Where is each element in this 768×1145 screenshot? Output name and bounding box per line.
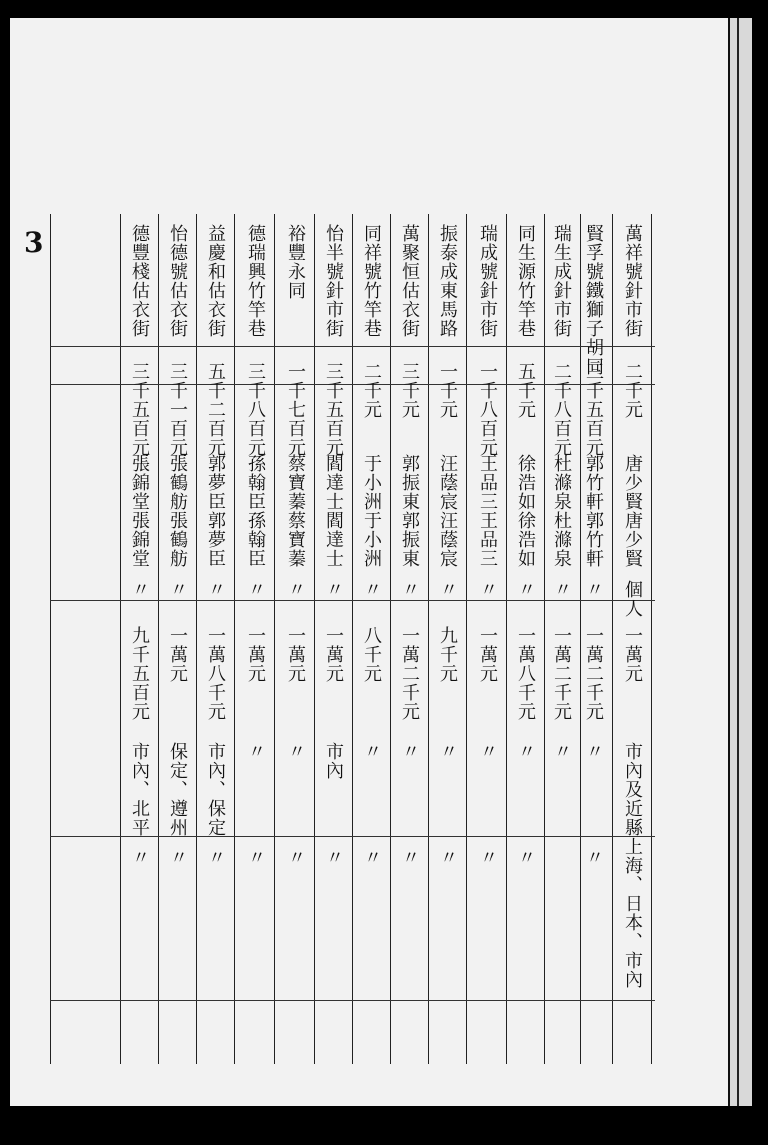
capital-amount: 三千五百元	[323, 362, 344, 457]
ditto-mark: 〃	[285, 848, 306, 867]
manager-name: 張鶴舫張鶴舫	[167, 454, 188, 568]
turnover-amount: 一萬元	[167, 626, 188, 683]
ditto-mark: 〃	[583, 848, 604, 867]
organization-type: 〃	[285, 580, 306, 599]
sales-area: 〃	[437, 742, 458, 761]
capital-amount: 一千八百元	[477, 362, 498, 457]
sales-area: 保定、遵州	[167, 742, 188, 837]
manager-name: 郭竹軒郭竹軒	[583, 454, 604, 568]
table-column	[318, 222, 348, 982]
manager-name: 王品三王品三	[477, 454, 498, 568]
manager-name: 孫翰臣孫翰臣	[245, 454, 266, 568]
column-rule	[506, 214, 507, 1064]
table-column	[510, 222, 540, 982]
organization-type: 〃	[245, 580, 266, 599]
table-column	[432, 222, 462, 982]
capital-amount: 一千元	[437, 362, 458, 419]
capital-amount: 三千一百元	[167, 362, 188, 457]
turnover-amount: 一萬元	[285, 626, 306, 683]
capital-amount: 二千八百元	[551, 362, 572, 457]
firm-name: 萬聚恒估衣街	[399, 224, 420, 338]
firm-name: 瑞生成針市街	[551, 224, 572, 338]
sales-area: 市內及近縣上海、日本、市內	[622, 742, 643, 989]
turnover-amount: 九千元	[437, 626, 458, 683]
manager-name: 唐少賢唐少賢	[622, 454, 643, 568]
turnover-amount: 一萬二千元	[551, 626, 572, 721]
sales-area: 〃	[245, 742, 266, 761]
column-rule	[352, 214, 353, 1064]
capital-amount: 一千七百元	[285, 362, 306, 457]
ditto-mark: 〃	[129, 848, 150, 867]
capital-amount: 五千元	[515, 362, 536, 419]
sales-area: 〃	[361, 742, 382, 761]
turnover-amount: 一萬元	[477, 626, 498, 683]
column-rule	[196, 214, 197, 1064]
ditto-mark: 〃	[205, 848, 226, 867]
firm-name: 益慶和估衣街	[205, 224, 226, 338]
binding-edge	[728, 18, 752, 1106]
page-number: 3	[24, 226, 44, 259]
organization-type: 〃	[477, 580, 498, 599]
capital-amount: 三千元	[399, 362, 420, 419]
manager-name: 于小洲于小洲	[361, 454, 382, 568]
capital-amount: 二千元	[361, 362, 382, 419]
organization-type: 〃	[361, 580, 382, 599]
organization-type: 〃	[583, 580, 604, 599]
firm-name: 怡德號估衣街	[167, 224, 188, 338]
organization-type: 個人	[622, 580, 643, 618]
ditto-mark: 〃	[515, 848, 536, 867]
table-column	[617, 222, 647, 989]
manager-name: 郭振東郭振東	[399, 454, 420, 568]
firm-name: 裕豐永同	[285, 224, 306, 300]
firm-name: 同生源竹竿巷	[515, 224, 536, 338]
sales-area: 市內	[323, 742, 344, 780]
manager-name: 閻達士閻達士	[323, 454, 344, 568]
capital-amount: 三千八百元	[245, 362, 266, 457]
turnover-amount: 一萬元	[323, 626, 344, 683]
table-column	[546, 222, 576, 982]
sales-area: 市內、保定	[205, 742, 226, 837]
turnover-amount: 一萬二千元	[583, 626, 604, 721]
turnover-amount: 八千元	[361, 626, 382, 683]
table-column	[200, 222, 230, 982]
turnover-amount: 一萬二千元	[399, 626, 420, 721]
manager-name: 徐浩如徐浩如	[515, 454, 536, 568]
table-column	[578, 222, 608, 982]
organization-type: 〃	[437, 580, 458, 599]
ditto-mark: 〃	[361, 848, 382, 867]
column-rule	[466, 214, 467, 1064]
firm-name: 賢孚號鐵獅子胡同	[583, 224, 604, 376]
column-rule	[612, 214, 613, 1064]
sales-area: 〃	[515, 742, 536, 761]
firm-name: 萬祥號針市街	[622, 224, 643, 338]
table-column	[162, 222, 192, 982]
sales-area: 市內、北平	[129, 742, 150, 837]
table-column	[124, 222, 154, 982]
manager-name: 蔡寶蓁蔡寶蓁	[285, 454, 306, 568]
column-rule	[120, 214, 121, 1064]
turnover-amount: 一萬元	[245, 626, 266, 683]
manager-name: 張錦堂張錦堂	[129, 454, 150, 568]
organization-type: 〃	[399, 580, 420, 599]
manager-name: 汪蔭宸汪蔭宸	[437, 454, 458, 568]
ditto-mark: 〃	[437, 848, 458, 867]
table-column	[356, 222, 386, 982]
ditto-mark: 〃	[323, 848, 344, 867]
turnover-amount: 一萬元	[622, 626, 643, 683]
sales-area: 〃	[285, 742, 306, 761]
firm-name: 振泰成東馬路	[437, 224, 458, 338]
capital-amount: 五千二百元	[205, 362, 226, 457]
column-rule	[274, 214, 275, 1064]
organization-type: 〃	[129, 580, 150, 599]
sales-area: 〃	[583, 742, 604, 761]
sales-area: 〃	[551, 742, 572, 761]
column-rule	[390, 214, 391, 1064]
table-column	[394, 222, 424, 982]
ditto-mark: 〃	[167, 848, 188, 867]
capital-amount: 三千五百元	[583, 362, 604, 457]
turnover-amount: 九千五百元	[129, 626, 150, 721]
ditto-mark: 〃	[245, 848, 266, 867]
organization-type: 〃	[551, 580, 572, 599]
ditto-mark: 〃	[399, 848, 420, 867]
firm-name: 德瑞興竹竿巷	[245, 224, 266, 338]
column-rule	[314, 214, 315, 1064]
sales-area: 〃	[477, 742, 498, 761]
manager-name: 杜滌泉杜滌泉	[551, 454, 572, 568]
firm-name: 德豐棧估衣街	[129, 224, 150, 338]
firm-name: 瑞成號針市街	[477, 224, 498, 338]
column-rule	[50, 214, 51, 1064]
table-column	[472, 222, 502, 982]
capital-amount: 三千五百元	[129, 362, 150, 457]
ditto-mark: 〃	[477, 848, 498, 867]
column-rule	[158, 214, 159, 1064]
firm-name: 怡半號針市街	[323, 224, 344, 338]
organization-type: 〃	[515, 580, 536, 599]
firm-name: 同祥號竹竿巷	[361, 224, 382, 338]
organization-type: 〃	[167, 580, 188, 599]
table-column	[240, 222, 270, 982]
column-rule	[544, 214, 545, 1064]
organization-type: 〃	[323, 580, 344, 599]
table-column	[280, 222, 310, 982]
turnover-amount: 一萬八千元	[205, 626, 226, 721]
column-rule	[428, 214, 429, 1064]
organization-type: 〃	[205, 580, 226, 599]
capital-amount: 二千元	[622, 362, 643, 419]
column-rule	[651, 214, 652, 1064]
turnover-amount: 一萬八千元	[515, 626, 536, 721]
manager-name: 郭夢臣郭夢臣	[205, 454, 226, 568]
column-rule	[234, 214, 235, 1064]
sales-area: 〃	[399, 742, 420, 761]
